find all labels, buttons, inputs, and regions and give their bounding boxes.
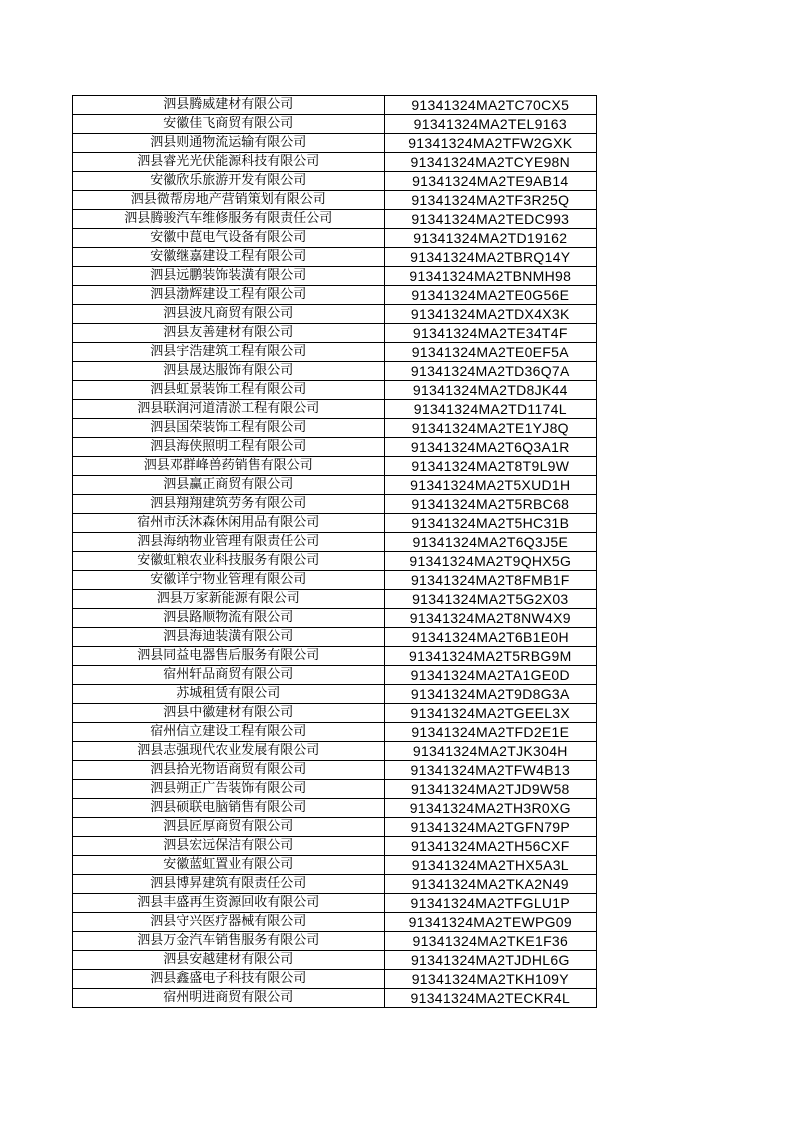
credit-code-cell: 91341324MA2TKH109Y	[384, 970, 596, 989]
credit-code-cell: 91341324MA2TD36Q7A	[384, 362, 596, 381]
credit-code-cell: 91341324MA2T9D8G3A	[384, 685, 596, 704]
company-name-cell: 泗县万家新能源有限公司	[73, 590, 385, 609]
credit-code-cell: 91341324MA2T9QHX5G	[384, 552, 596, 571]
company-name-cell: 泗县海侠照明工程有限公司	[73, 438, 385, 457]
company-name-cell: 泗县朔正广告装饰有限公司	[73, 780, 385, 799]
company-name-cell: 安徽欣乐旅游开发有限公司	[73, 172, 385, 191]
credit-code-cell: 91341324MA2T8T9L9W	[384, 457, 596, 476]
credit-code-cell: 91341324MA2TJDHL6G	[384, 951, 596, 970]
table-row	[73, 286, 597, 305]
credit-code-cell: 91341324MA2TECKR4L	[384, 989, 596, 1008]
credit-code-cell: 91341324MA2TKE1F36	[384, 932, 596, 951]
company-name-cell: 安徽蓝虹置业有限公司	[73, 856, 385, 875]
table-row	[73, 666, 597, 685]
credit-code-cell: 91341324MA2TFD2E1E	[384, 723, 596, 742]
company-name-cell: 泗县友善建材有限公司	[73, 324, 385, 343]
company-name-cell: 安徽中菎电气设备有限公司	[73, 229, 385, 248]
credit-code-cell: 91341324MA2T8NW4X9	[384, 609, 596, 628]
table-row	[73, 932, 597, 951]
company-name-cell: 宿州轩品商贸有限公司	[73, 666, 385, 685]
company-name-cell: 泗县路顺物流有限公司	[73, 609, 385, 628]
credit-code-cell: 91341324MA2TCYE98N	[384, 153, 596, 172]
table-row	[73, 267, 597, 286]
company-table-body	[73, 96, 597, 1008]
table-row	[73, 419, 597, 438]
credit-code-cell: 91341324MA2T5HC31B	[384, 514, 596, 533]
table-row	[73, 685, 597, 704]
credit-code-cell: 91341324MA2T5XUD1H	[384, 476, 596, 495]
company-name-cell: 泗县睿光光伏能源科技有限公司	[73, 153, 385, 172]
company-name-cell: 泗县腾威建材有限公司	[73, 96, 385, 115]
company-name-cell: 泗县博昇建筑有限责任公司	[73, 875, 385, 894]
table-row	[73, 875, 597, 894]
credit-code-cell: 91341324MA2TFW4B13	[384, 761, 596, 780]
credit-code-cell: 91341324MA2TA1GE0D	[384, 666, 596, 685]
credit-code-cell: 91341324MA2TC70CX5	[384, 96, 596, 115]
table-row	[73, 115, 597, 134]
company-name-cell: 泗县微帮房地产营销策划有限公司	[73, 191, 385, 210]
company-name-cell: 泗县邓群峰兽药销售有限公司	[73, 457, 385, 476]
company-name-cell: 泗县匠厚商贸有限公司	[73, 818, 385, 837]
table-row	[73, 970, 597, 989]
credit-code-cell: 91341324MA2T6Q3A1R	[384, 438, 596, 457]
table-row	[73, 400, 597, 419]
credit-code-cell: 91341324MA2TJD9W58	[384, 780, 596, 799]
table-row	[73, 362, 597, 381]
table-row	[73, 989, 597, 1008]
credit-code-cell: 91341324MA2TE1YJ8Q	[384, 419, 596, 438]
table-row	[73, 514, 597, 533]
company-name-cell: 泗县晟达服饰有限公司	[73, 362, 385, 381]
credit-code-cell: 91341324MA2TBRQ14Y	[384, 248, 596, 267]
table-row	[73, 324, 597, 343]
company-name-cell: 宿州信立建设工程有限公司	[73, 723, 385, 742]
company-name-cell: 泗县波凡商贸有限公司	[73, 305, 385, 324]
table-row	[73, 210, 597, 229]
table-row	[73, 780, 597, 799]
company-name-cell: 泗县鑫盛电子科技有限公司	[73, 970, 385, 989]
table-row	[73, 894, 597, 913]
company-name-cell: 安徽继嘉建设工程有限公司	[73, 248, 385, 267]
table-row	[73, 438, 597, 457]
company-name-cell: 泗县同益电器售后服务有限公司	[73, 647, 385, 666]
table-row	[73, 856, 597, 875]
table-row	[73, 305, 597, 324]
company-registry-table	[72, 95, 597, 1008]
credit-code-cell: 91341324MA2TD8JK44	[384, 381, 596, 400]
company-name-cell: 泗县中徽建材有限公司	[73, 704, 385, 723]
table-row	[73, 229, 597, 248]
credit-code-cell: 91341324MA2TBNMH98	[384, 267, 596, 286]
company-name-cell: 泗县守兴医疗器械有限公司	[73, 913, 385, 932]
credit-code-cell: 91341324MA2TF3R25Q	[384, 191, 596, 210]
credit-code-cell: 91341324MA2TE34T4F	[384, 324, 596, 343]
company-name-cell: 泗县宏远保洁有限公司	[73, 837, 385, 856]
table-row	[73, 723, 597, 742]
company-name-cell: 泗县宇浩建筑工程有限公司	[73, 343, 385, 362]
table-row	[73, 248, 597, 267]
table-row	[73, 571, 597, 590]
credit-code-cell: 91341324MA2T5RBG9M	[384, 647, 596, 666]
table-row	[73, 818, 597, 837]
table-row	[73, 609, 597, 628]
credit-code-cell: 91341324MA2T8FMB1F	[384, 571, 596, 590]
company-name-cell: 泗县远鹏装饰装潢有限公司	[73, 267, 385, 286]
company-name-cell: 泗县国荣装饰工程有限公司	[73, 419, 385, 438]
company-name-cell: 泗县志强现代农业发展有限公司	[73, 742, 385, 761]
table-row	[73, 343, 597, 362]
credit-code-cell: 91341324MA2TEL9163	[384, 115, 596, 134]
table-row	[73, 761, 597, 780]
company-name-cell: 泗县安越建材有限公司	[73, 951, 385, 970]
credit-code-cell: 91341324MA2T5G2X03	[384, 590, 596, 609]
credit-code-cell: 91341324MA2TGFN79P	[384, 818, 596, 837]
company-name-cell: 泗县丰盛再生资源回收有限公司	[73, 894, 385, 913]
table-row	[73, 172, 597, 191]
table-row	[73, 913, 597, 932]
credit-code-cell: 91341324MA2TE0G56E	[384, 286, 596, 305]
table-row	[73, 191, 597, 210]
credit-code-cell: 91341324MA2TDX4X3K	[384, 305, 596, 324]
company-name-cell: 宿州明进商贸有限公司	[73, 989, 385, 1008]
credit-code-cell: 91341324MA2TE9AB14	[384, 172, 596, 191]
table-row	[73, 590, 597, 609]
company-name-cell: 泗县腾骏汽车维修服务有限责任公司	[73, 210, 385, 229]
table-row	[73, 704, 597, 723]
table-row	[73, 799, 597, 818]
table-row	[73, 552, 597, 571]
company-name-cell: 苏城租赁有限公司	[73, 685, 385, 704]
credit-code-cell: 91341324MA2TFGLU1P	[384, 894, 596, 913]
credit-code-cell: 91341324MA2TFW2GXK	[384, 134, 596, 153]
company-name-cell: 安徽佳飞商贸有限公司	[73, 115, 385, 134]
credit-code-cell: 91341324MA2TEDC993	[384, 210, 596, 229]
table-row	[73, 96, 597, 115]
table-row	[73, 457, 597, 476]
company-name-cell: 泗县翔翔建筑劳务有限公司	[73, 495, 385, 514]
company-name-cell: 泗县硕联电脑销售有限公司	[73, 799, 385, 818]
table-row	[73, 134, 597, 153]
credit-code-cell: 91341324MA2TJK304H	[384, 742, 596, 761]
table-row	[73, 742, 597, 761]
company-name-cell: 宿州市沃沐森休闲用品有限公司	[73, 514, 385, 533]
table-row	[73, 647, 597, 666]
credit-code-cell: 91341324MA2TH3R0XG	[384, 799, 596, 818]
credit-code-cell: 91341324MA2TKA2N49	[384, 875, 596, 894]
company-name-cell: 泗县万金汽车销售服务有限公司	[73, 932, 385, 951]
credit-code-cell: 91341324MA2TGEEL3X	[384, 704, 596, 723]
company-name-cell: 泗县海纳物业管理有限责任公司	[73, 533, 385, 552]
company-name-cell: 泗县拾光物语商贸有限公司	[73, 761, 385, 780]
credit-code-cell: 91341324MA2THX5A3L	[384, 856, 596, 875]
table-row	[73, 951, 597, 970]
credit-code-cell: 91341324MA2TD19162	[384, 229, 596, 248]
company-name-cell: 泗县赢正商贸有限公司	[73, 476, 385, 495]
credit-code-cell: 91341324MA2TEWPG09	[384, 913, 596, 932]
table-row	[73, 495, 597, 514]
table-row	[73, 837, 597, 856]
credit-code-cell: 91341324MA2TE0EF5A	[384, 343, 596, 362]
table-row	[73, 381, 597, 400]
credit-code-cell: 91341324MA2TH56CXF	[384, 837, 596, 856]
company-name-cell: 泗县联润河道清淤工程有限公司	[73, 400, 385, 419]
table-row	[73, 533, 597, 552]
table-row	[73, 476, 597, 495]
credit-code-cell: 91341324MA2TD1174L	[384, 400, 596, 419]
credit-code-cell: 91341324MA2T6Q3J5E	[384, 533, 596, 552]
company-name-cell: 泗县渤辉建设工程有限公司	[73, 286, 385, 305]
company-name-cell: 泗县海迪装潢有限公司	[73, 628, 385, 647]
company-name-cell: 泗县则通物流运输有限公司	[73, 134, 385, 153]
table-row	[73, 628, 597, 647]
company-name-cell: 安徽虹粮农业科技服务有限公司	[73, 552, 385, 571]
company-name-cell: 泗县虹景装饰工程有限公司	[73, 381, 385, 400]
credit-code-cell: 91341324MA2T6B1E0H	[384, 628, 596, 647]
table-row	[73, 153, 597, 172]
company-name-cell: 安徽详宁物业管理有限公司	[73, 571, 385, 590]
credit-code-cell: 91341324MA2T5RBC68	[384, 495, 596, 514]
